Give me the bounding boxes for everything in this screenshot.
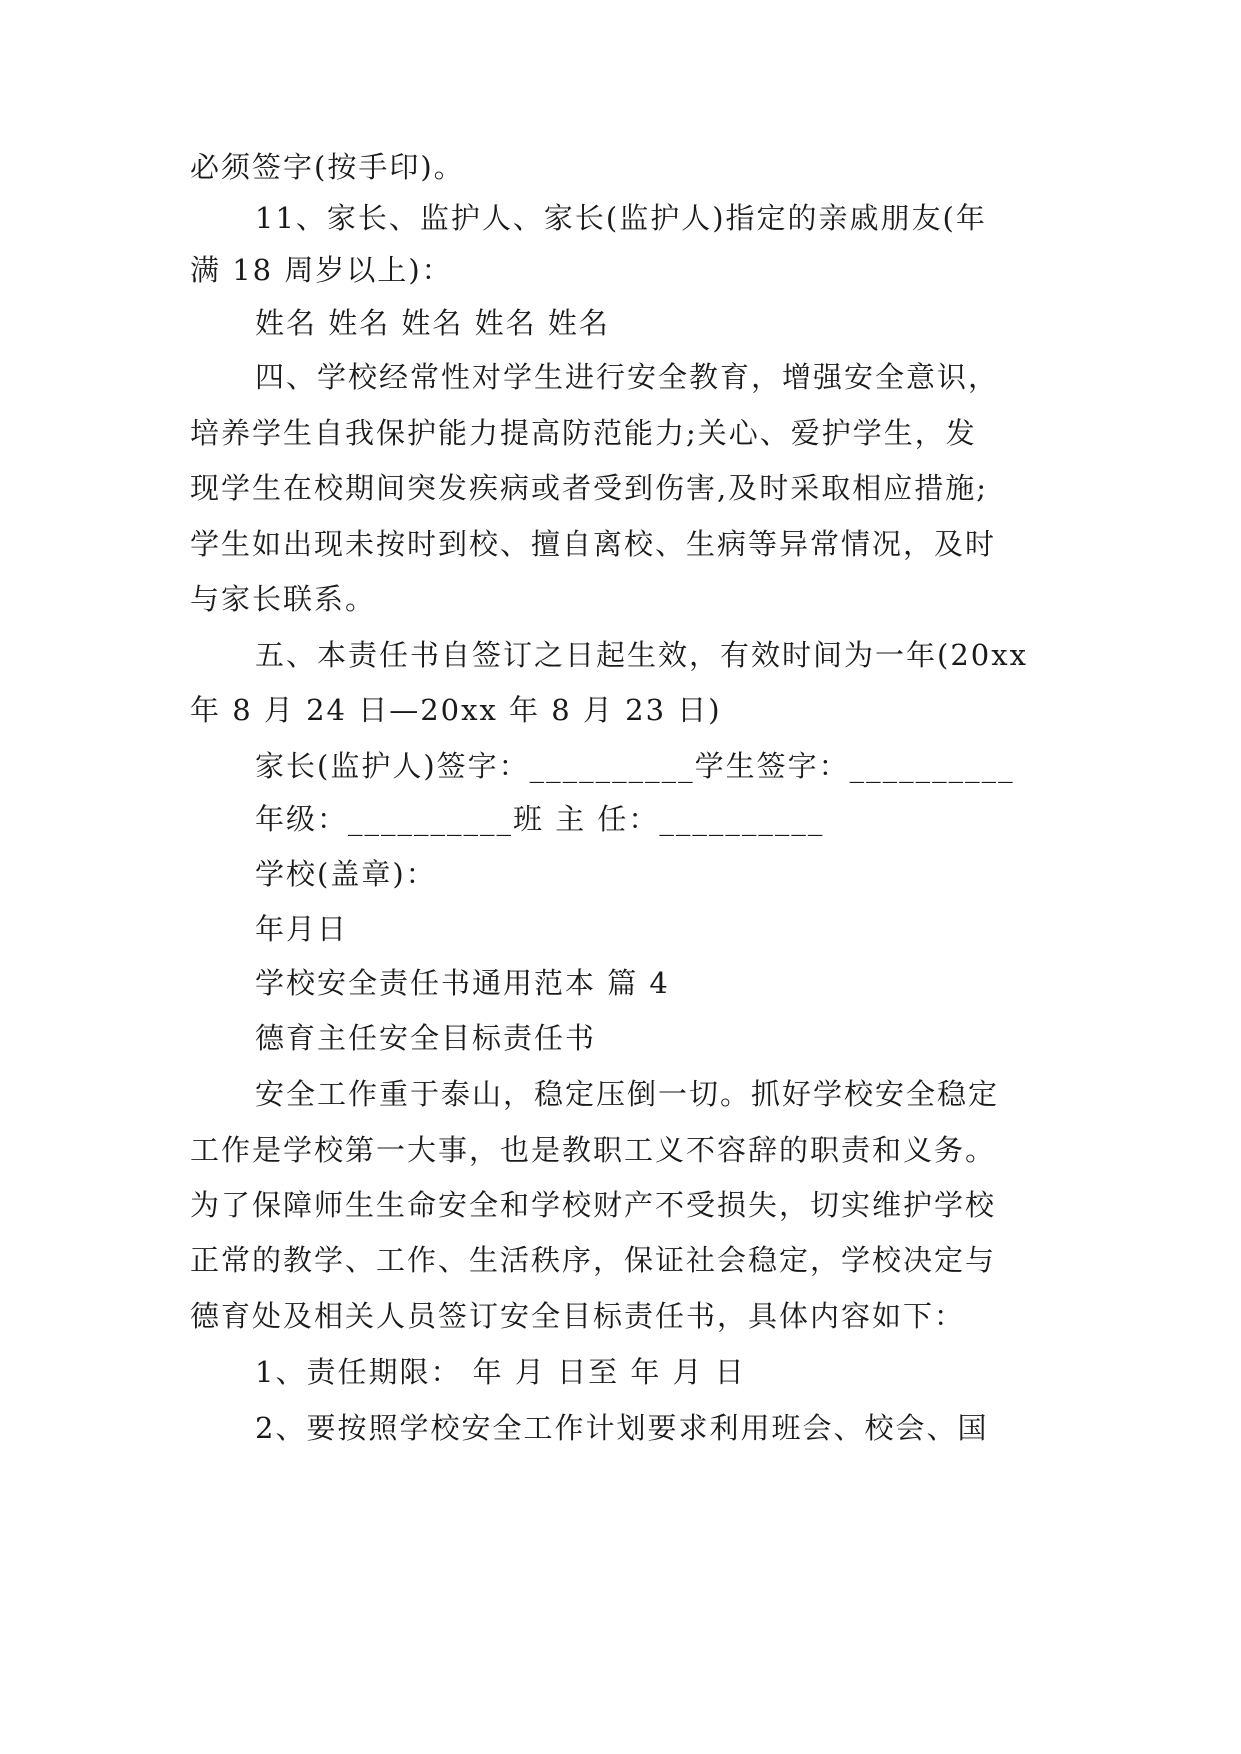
text-line-22: 德育处及相关人员签订安全目标责任书，具体内容如下： — [190, 1299, 966, 1333]
text-line-5: 四、学校经常性对学生进行安全教育，增强安全意识， — [255, 360, 1000, 394]
text-line-13: 年级：__________班 主 任：__________ — [255, 802, 825, 836]
text-line-3: 满 18 周岁以上)： — [190, 253, 453, 287]
text-line-1: 必须签字(按手印)。 — [190, 150, 465, 184]
text-line-4: 姓名 姓名 姓名 姓名 姓名 — [255, 306, 610, 340]
text-line-8: 学生如出现未按时到校、擅自离校、生病等异常情况，及时 — [190, 527, 997, 561]
text-line-9: 与家长联系。 — [190, 582, 377, 616]
text-line-24: 2、要按照学校安全工作计划要求利用班会、校会、国 — [255, 1411, 989, 1445]
text-line-7: 现学生在校期间突发疾病或者受到伤害,及时采取相应措施; — [190, 471, 988, 505]
text-line-15: 年月日 — [255, 912, 349, 946]
text-line-11: 年 8 月 24 日—20xx 年 8 月 23 日) — [190, 693, 722, 727]
text-line-2: 11、家长、监护人、家长(监护人)指定的亲戚朋友(年 — [255, 201, 987, 235]
text-line-6: 培养学生自我保护能力提高防范能力;关心、爱护学生，发 — [190, 416, 977, 450]
text-line-21: 正常的教学、工作、生活秩序，保证社会稳定，学校决定与 — [190, 1243, 997, 1277]
text-line-23: 1、责任期限： 年 月 日至 年 月 日 — [255, 1355, 746, 1389]
text-line-16: 学校安全责任书通用范本 篇 4 — [255, 966, 670, 1000]
text-line-10: 五、本责任书自签订之日起生效，有效时间为一年(20xx — [255, 638, 1028, 672]
text-line-20: 为了保障师生生命安全和学校财产不受损失，切实维护学校 — [190, 1188, 997, 1222]
text-line-18: 安全工作重于泰山，稳定压倒一切。抓好学校安全稳定 — [255, 1077, 1000, 1111]
text-line-19: 工作是学校第一大事，也是教职工义不容辞的职责和义务。 — [190, 1133, 997, 1167]
text-line-14: 学校(盖章)： — [255, 857, 437, 891]
text-line-17: 德育主任安全目标责任书 — [255, 1021, 597, 1055]
text-line-12: 家长(监护人)签字：__________学生签字：__________ — [255, 749, 1015, 783]
